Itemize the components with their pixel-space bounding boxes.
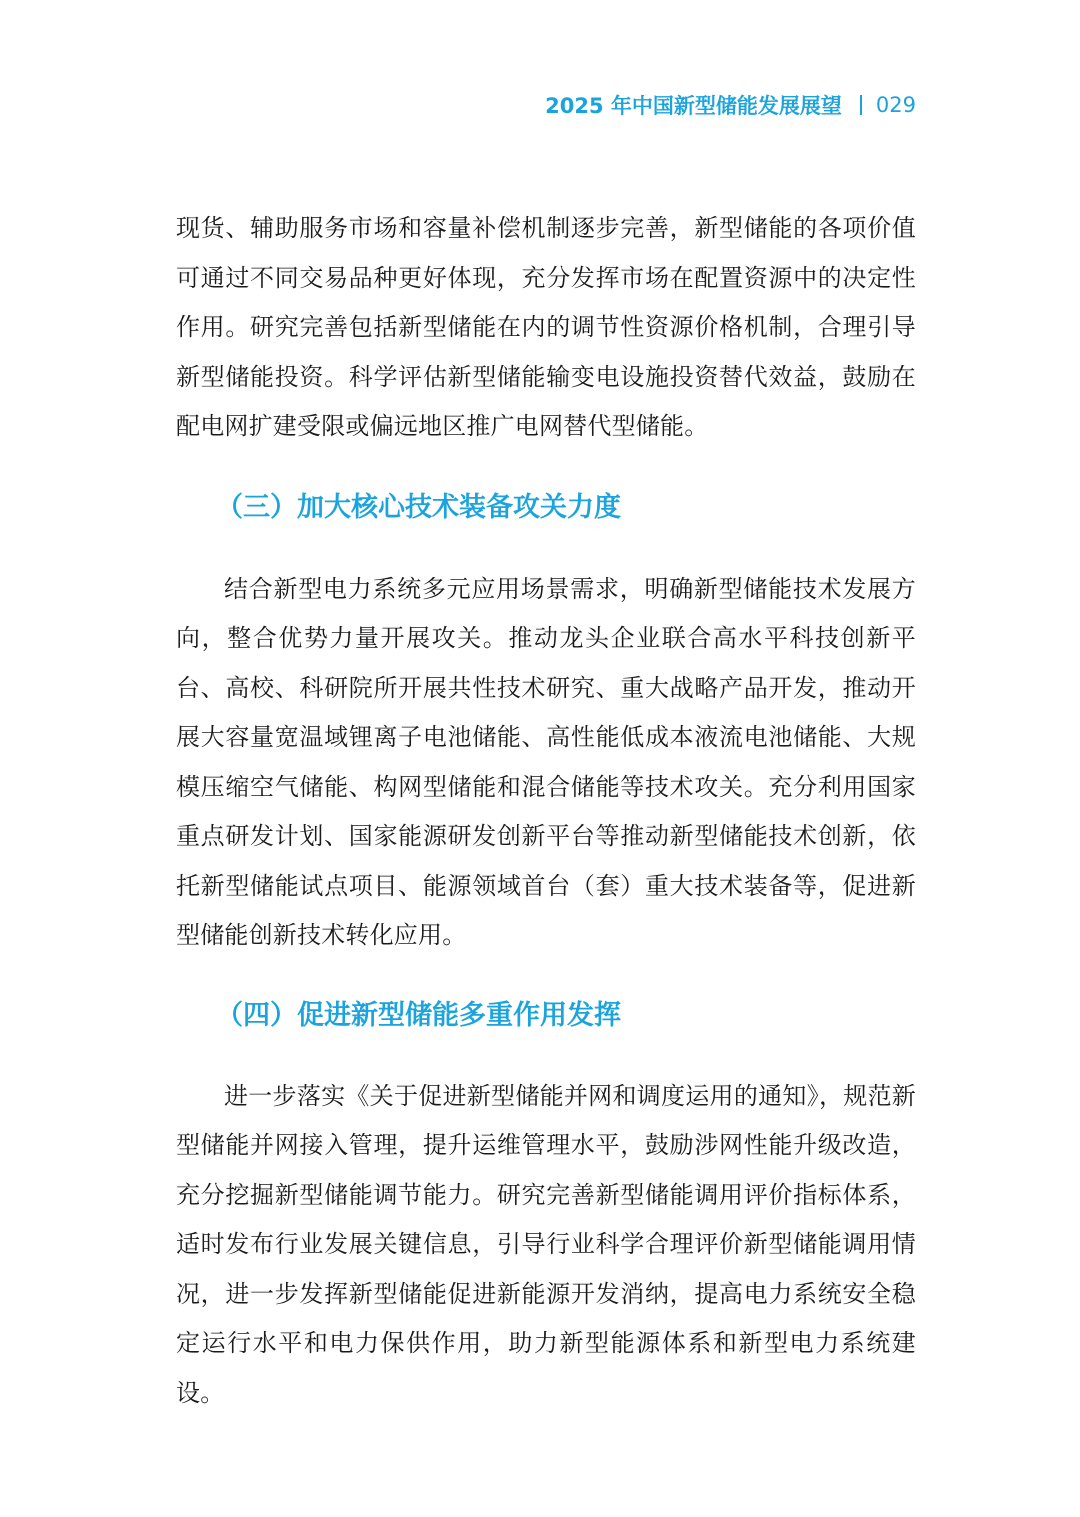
page-number: 029: [875, 93, 916, 117]
paragraph-continued: 现货、辅助服务市场和容量补偿机制逐步完善，新型储能的各项价值可通过不同交易品种更好体现，充分发挥市场在配置资源中的决定性作用。研究完善包括新型储能在内的调节性资源价格机制，合理引导新型储能投资。科学评估新型储能输变电设施投资替代效益，鼓励在配电网扩建受限或偏远地区推广电网替代型储能。: [176, 214, 916, 440]
paragraph-section-3: 结合新型电力系统多元应用场景需求，明确新型储能技术发展方向，整合优势力量开展攻关。推动龙头企业联合高水平科技创新平台、高校、科研院所开展共性技术研究、重大战略产品开发，推动开展大容量宽温域锂离子电池储能、高性能低成本液流电池储能、大规模压缩空气储能、构网型储能和混合储能等技术攻关。充分利用国家重点研发计划、国家能源研发创新平台等推动新型储能技术创新，依托新型储能试点项目、能源领域首台（套）重大技术装备等，促进新型储能创新技术转化应用。: [176, 574, 916, 949]
page-body: [176, 204, 916, 1418]
section-heading-3: （三）加大核心技术装备攻关力度: [216, 491, 621, 523]
report-title: 2025 年中国新型储能发展展望: [545, 94, 842, 118]
header-divider: [860, 95, 862, 115]
running-header: [545, 88, 916, 122]
section-heading-4: （四）促进新型储能多重作用发挥: [216, 999, 621, 1031]
paragraph-section-4: 进一步落实《关于促进新型储能并网和调度运用的通知》，规范新型储能并网接入管理，提升运维管理水平，鼓励涉网性能升级改造，充分挖掘新型储能调节能力。研究完善新型储能调用评价指标体系，适时发布行业发展关键信息，引导行业科学合理评价新型储能调用情况，进一步发挥新型储能促进新能源开发消纳，提高电力系统安全稳定运行水平和电力保供作用，助力新型能源体系和新型电力系统建设。: [176, 1081, 916, 1407]
